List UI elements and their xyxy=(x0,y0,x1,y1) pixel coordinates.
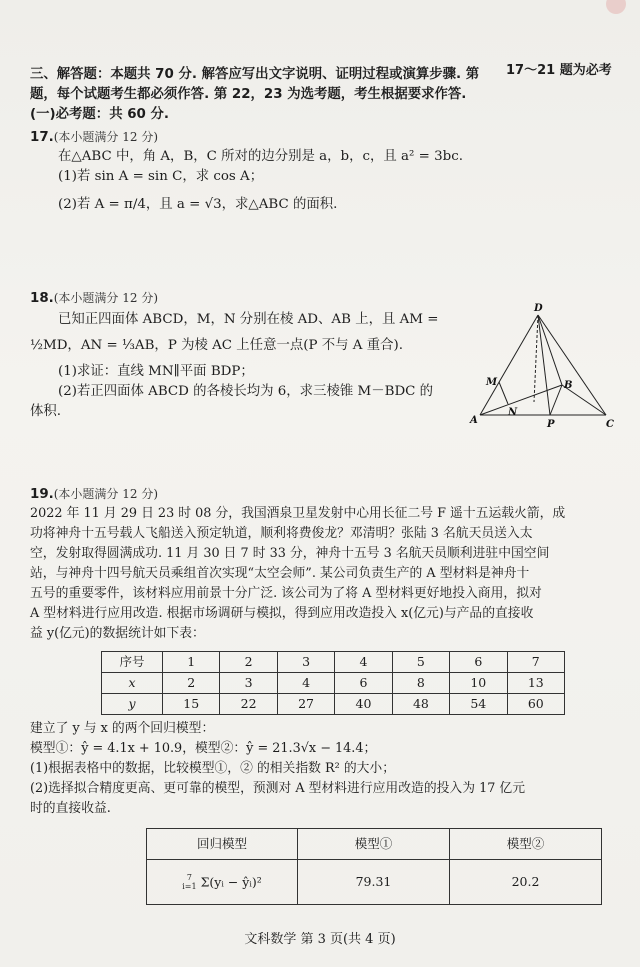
table-cell: 2 xyxy=(163,673,220,694)
q19-para-line: 空，发射取得圆满成功. 11 月 30 日 7 时 33 分，神舟十五号 3 名航天员顺利进驻中国空间 xyxy=(30,546,550,561)
q19-models xyxy=(30,719,620,819)
question-18 xyxy=(30,288,460,422)
label-P: P xyxy=(547,419,555,430)
q19-paragraph xyxy=(30,504,620,644)
q17-number: 17. xyxy=(30,130,54,145)
q19-models-equations: 模型①：ŷ = 4.1x + 10.9，模型②：ŷ = 21.3√x − 14.4； xyxy=(30,741,377,756)
table-row xyxy=(102,673,565,694)
table-header-row xyxy=(102,652,565,673)
table-cell: 4 xyxy=(277,673,334,694)
q18-part2: (2)若正四面体 ABCD 的各棱长均为 6，求三棱锥 M－BDC 的 xyxy=(58,384,434,399)
edge-DB xyxy=(538,315,562,385)
table-header-cell: 4 xyxy=(335,652,392,673)
table-header-cell: 6 xyxy=(450,652,507,673)
data-table xyxy=(101,651,565,715)
table-header-cell: 3 xyxy=(277,652,334,673)
table-cell: 15 xyxy=(163,694,220,715)
q19-models-intro: 建立了 y 与 x 的两个回归模型： xyxy=(30,721,215,736)
table-cell: 6 xyxy=(335,673,392,694)
q17-part1: (1)若 sin A = sin C，求 cos A； xyxy=(58,169,264,184)
residual-table xyxy=(146,828,602,905)
label-D: D xyxy=(534,303,543,314)
q18-line2: ½MD，AN = ⅓AB，P 为棱 AC 上任意一点(P 不与 A 重合). xyxy=(30,338,403,353)
q19-para-line: 功将神舟十五号载人飞船送入预定轨道，顺利将费俊龙？邓清明？张陆 3 名航天员送入太 xyxy=(30,526,533,541)
question-17 xyxy=(30,127,615,215)
table-header-cell: 模型② xyxy=(450,829,602,860)
table-cell: 20.2 xyxy=(450,860,602,905)
section-instructions-line1: 三、解答题：本题共 70 分. 解答应写出文字说明、证明过程或演算步骤. 第 xyxy=(30,67,480,82)
table-cell: 3 xyxy=(220,673,277,694)
page-footer: 文科数学 第 3 页(共 4 页) xyxy=(244,932,396,947)
q17-score: (本小题满分 12 分) xyxy=(53,130,158,144)
label-M: M xyxy=(486,377,498,388)
table-header-cell: 1 xyxy=(163,652,220,673)
table-cell: 10 xyxy=(450,673,507,694)
q19-part1: (1)根据表格中的数据，比较模型①，② 的相关指数 R² 的大小； xyxy=(30,761,396,776)
q19-para-line: 2022 年 11 月 29 日 23 时 08 分，我国酒泉卫星发射中心用长征二号 F 遥十五运载火箭，成 xyxy=(30,506,566,521)
edge-BP xyxy=(550,385,562,415)
residual-sum-label: Σ(yᵢ − ŷᵢ)² xyxy=(200,874,262,890)
q18-score: (本小题满分 12 分) xyxy=(53,291,158,305)
q19-part2-cont: 时的直接收益. xyxy=(30,801,111,816)
residual-sum-cell xyxy=(147,860,298,905)
section-subheading: (一)必考题：共 60 分. xyxy=(30,107,170,122)
q19-score: (本小题满分 12 分) xyxy=(53,487,158,501)
label-C: C xyxy=(606,419,614,430)
section-instructions-line2: 题，每个试题考生都必须作答. 第 22，23 为选考题，考生根据要求作答. xyxy=(30,87,467,102)
segment-MN xyxy=(499,382,508,404)
table-cell: y xyxy=(102,694,163,715)
table-header-cell: 7 xyxy=(507,652,564,673)
table-cell: x xyxy=(102,673,163,694)
table-cell: 79.31 xyxy=(298,860,450,905)
q19-para-line: 站，与神舟十四号航天员乘组首次实现“太空会师”. 某公司负责生产的 A 型材料是神舟十 xyxy=(30,566,530,581)
table-cell: 60 xyxy=(507,694,564,715)
table-row xyxy=(102,694,565,715)
height-line xyxy=(534,315,538,402)
q18-part2-cont: 体积. xyxy=(30,404,62,419)
q19-para-line: 五号的重要零件，该材料应用前景十分广泛. 该公司为了将 A 型材料更好地投入商用，拟对 xyxy=(30,586,542,601)
page-corner-mark xyxy=(606,0,626,14)
question-19 xyxy=(30,484,620,644)
label-A: A xyxy=(470,415,478,426)
sum-upper-limit: 7 xyxy=(186,873,192,883)
table-cell: 48 xyxy=(392,694,449,715)
table-header-row xyxy=(147,829,602,860)
label-N: N xyxy=(508,407,518,418)
summation-limits xyxy=(182,873,196,891)
table-cell: 27 xyxy=(277,694,334,715)
q17-stem: 在△ABC 中，角 A，B，C 所对的边分别是 a，b，c，且 a² = 3bc. xyxy=(58,149,463,164)
label-B: B xyxy=(564,380,573,391)
q18-line1: 已知正四面体 ABCD，M，N 分别在棱 AD、AB 上，且 AM = xyxy=(58,312,439,327)
table-row xyxy=(147,860,602,905)
table-header-cell: 序号 xyxy=(102,652,163,673)
section-instructions-right: 17～21 题为必考 xyxy=(506,63,612,78)
table-header-cell: 2 xyxy=(220,652,277,673)
table-header-cell: 模型① xyxy=(298,829,450,860)
table-header-cell: 5 xyxy=(392,652,449,673)
q18-part1: (1)求证：直线 MN∥平面 BDP； xyxy=(58,364,254,379)
q19-number: 19. xyxy=(30,487,54,502)
tetrahedron-figure xyxy=(468,300,618,435)
q17-part2: (2)若 A = π/4，且 a = √3，求△ABC 的面积. xyxy=(58,197,338,212)
table-cell: 40 xyxy=(335,694,392,715)
q19-para-line: A 型材料进行应用改造. 根据市场调研与模拟，得到应用改造投入 x(亿元)与产品的直接收 xyxy=(30,606,534,621)
edge-DA xyxy=(480,315,538,415)
table-cell: 8 xyxy=(392,673,449,694)
table-cell: 22 xyxy=(220,694,277,715)
table-cell: 54 xyxy=(450,694,507,715)
q19-part2: (2)选择拟合精度更高、更可靠的模型，预测对 A 型材料进行应用改造的投入为 17 亿元 xyxy=(30,781,526,796)
q18-number: 18. xyxy=(30,291,54,306)
q19-para-line: 益 y(亿元)的数据统计如下表： xyxy=(30,626,205,641)
table-cell: 13 xyxy=(507,673,564,694)
sum-lower-limit: i=1 xyxy=(182,882,197,892)
table-header-cell: 回归模型 xyxy=(147,829,298,860)
